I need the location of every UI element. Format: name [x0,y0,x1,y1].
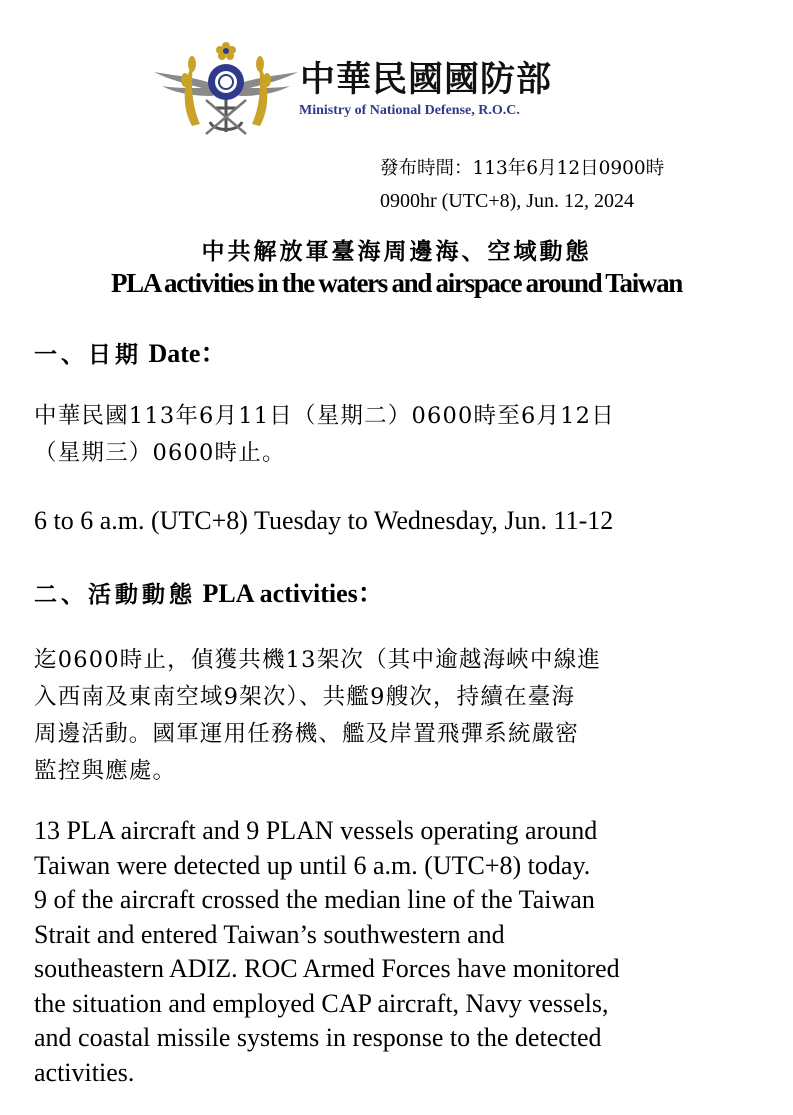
date-body-en [34,504,613,539]
activities-body-zh-line: 迄0600時止，偵獲共機13架次（其中逾越海峽中線進 [34,647,602,673]
activities-body-en-line: Strait and entered Taiwan’s southwestern and [34,919,505,949]
activities-body-en-line: Taiwan were detected up until 6 a.m. (UTC+8) today. [34,850,591,880]
activities-body-en-line: 9 of the aircraft crossed the median line of the Taiwan [34,885,595,914]
release-time-zh: 發布時間：113年6月12日0900時 [380,158,665,179]
date-body-zh-line: （星期三）0600時止。 [34,440,286,466]
sun-emblem-icon [208,64,244,100]
activities-body-en-line: activities. [34,1057,135,1087]
section-date-heading-zh: 一、日期 [34,341,142,368]
date-body-zh-line: 中華民國113年6月11日（星期二）0600時至6月12日 [34,403,615,429]
release-time-en: 0900hr (UTC+8), Jun. 12, 2024 [380,190,635,212]
activities-body-zh [34,642,774,790]
activities-body-en-line: southeastern ADIZ. ROC Armed Forces have monitored [34,954,620,983]
activities-body-en [34,814,620,1090]
activities-body-zh-line: 周邊活動。國軍運用任務機、艦及岸置飛彈系統嚴密 [34,721,580,747]
activities-body-en-line: the situation and employed CAP aircraft, Navy vessels, [34,988,609,1018]
activities-body-en-line: 13 PLA aircraft and 9 PLAN vessels operating around [34,816,598,845]
section-activities-heading-en: PLA activities： [196,579,384,608]
date-body-zh [34,398,774,472]
activities-body-zh-line: 監控與應處。 [34,758,177,784]
page-title-en: PLA activities in the waters and airspace around Taiwan [110,268,683,298]
mnd-emblem-logo [152,38,300,138]
org-name-en: Ministry of National Defense, R.O.C. [299,103,520,118]
date-body-en-line: 6 to 6 a.m. (UTC+8) Tuesday to Wednesday, Jun. 11-12 [34,506,614,535]
activities-body-en-line: and coastal missile systems in response to the detected [34,1023,602,1052]
page-title-zh: 中共解放軍臺海周邊海、空域動態 [201,238,592,265]
section-activities-heading-zh: 二、活動動態 [34,581,196,608]
section-date-heading [34,333,226,370]
plum-blossom-icon [216,42,236,60]
section-date-heading-en: Date： [142,339,227,368]
section-activities-heading [34,573,384,610]
activities-body-zh-line: 入西南及東南空域9架次）、共艦9艘次，持續在臺海 [34,684,576,710]
org-name-zh: 中華民國國防部 [300,60,553,100]
